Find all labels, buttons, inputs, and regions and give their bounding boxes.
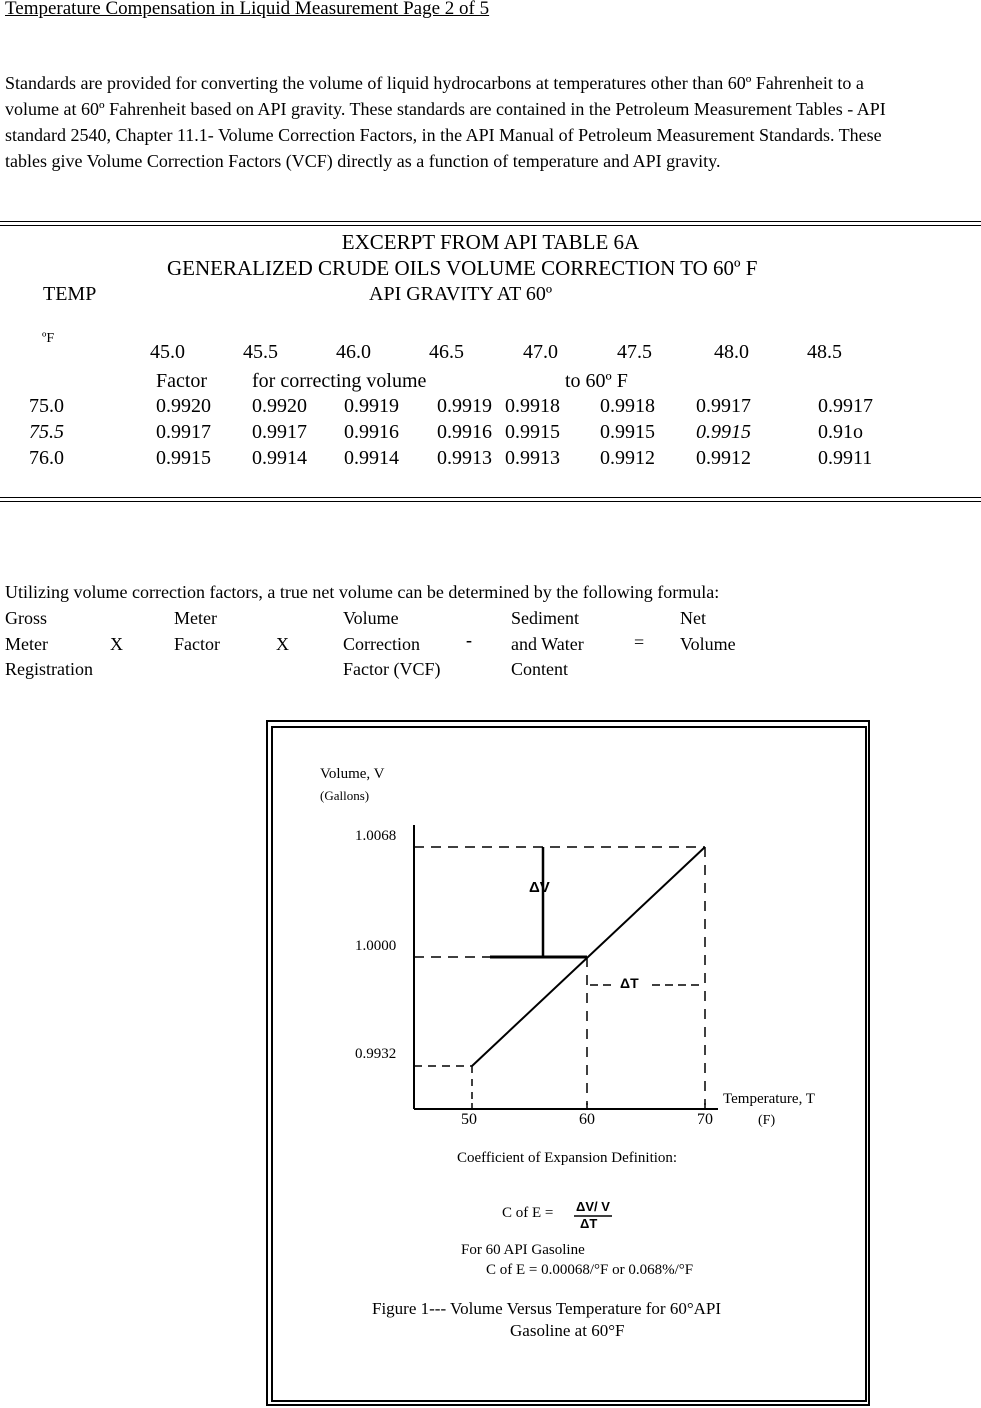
table-cell: 0.9912 [696,447,751,469]
formula-operator: X [276,634,289,654]
table-cell: 0.9914 [252,447,307,469]
figure-caption-line2: Gasoline at 60°F [510,1321,625,1340]
api-gravity-label: API GRAVITY AT 60º [369,283,553,305]
for-correcting-label: for correcting volume [252,370,427,392]
gravity-header: 48.5 [807,341,842,363]
gravity-header: 48.0 [714,341,749,363]
coe-title: Coefficient of Expansion Definition: [457,1150,678,1166]
table-cell: 0.9913 [437,447,492,469]
table-cell: 0.9917 [156,421,211,443]
delta-t-label: ΔT [620,975,639,991]
x-axis-label: Temperature, T [723,1091,815,1107]
formula-operator: = [634,632,645,652]
formula-term: and Water [511,634,584,654]
formula-term: Content [511,659,568,679]
table-cell: 0.9915 [600,421,655,443]
formula-term: Gross [5,608,48,628]
gravity-header: 45.5 [243,341,278,363]
table-cell: 0.9919 [437,395,492,417]
coe-numerator: ΔV/ V [576,1199,610,1214]
x-tick-label: 60 [579,1111,595,1128]
formula-term: Net [680,608,706,628]
temp-unit-label: ºF [42,331,55,346]
table-subtitle: GENERALIZED CRUDE OILS VOLUME CORRECTION TO 60º F [167,256,758,280]
table-cell: 0.9914 [344,447,399,469]
gravity-header: 46.0 [336,341,371,363]
delta-v-label: ΔV [529,879,550,896]
table-title: EXCERPT FROM API TABLE 6A [341,230,640,254]
x-axis-unit: (F) [758,1113,776,1128]
table-cell: 0.9920 [252,395,307,417]
coe-lhs: C of E = [502,1205,554,1221]
row-temp: 75.0 [29,395,64,417]
figure-caption: Figure 1--- Volume Versus Temperature for 60°API [372,1299,722,1318]
temp-column-label: TEMP [43,283,97,305]
coe-denominator: ΔT [580,1216,598,1231]
table-cell: 0.91o [818,421,863,443]
table-cell: 0.9919 [344,395,399,417]
table-cell: 0.9920 [156,395,211,417]
table-cell: 0.9917 [696,395,751,417]
formula-operator: X [110,634,123,654]
y-axis-unit: (Gallons) [320,788,370,803]
table-cell: 0.9918 [505,395,560,417]
table-cell: 0.9916 [437,421,492,443]
gravity-header: 46.5 [429,341,464,363]
page-header-title: Temperature Compensation in Liquid Measurement Page 2 of 5 [5,0,490,19]
x-tick-label: 70 [697,1111,713,1128]
gasoline-note: For 60 API Gasoline [461,1242,585,1258]
x-tick-label: 50 [461,1111,477,1128]
table-cell: 0.9918 [600,395,655,417]
gravity-header: 45.0 [150,341,185,363]
row-temp: 75.5 [29,421,64,443]
formula-term: Volume [680,634,736,654]
row-temp: 76.0 [29,447,64,469]
table-cell: 0.9915 [505,421,560,443]
y-tick-label: 1.0000 [355,938,397,954]
table-cell: 0.9917 [818,395,873,417]
y-tick-label: 0.9932 [355,1046,397,1062]
gravity-header: 47.0 [523,341,558,363]
table-cell: 0.9916 [344,421,399,443]
factor-label: Factor [156,370,208,392]
formula-intro: Utilizing volume correction factors, a true net volume can be determined by the following formula: [5,582,720,602]
intro-paragraph: Standards are provided for converting the volume of liquid hydrocarbons at temperatures other than 60º Fahrenheit to a volume at 60º Fahrenheit based on API gravity. These standards are contained in the Petroleum Measurement Tables - API standard 2540, Chapter 11.1- Volume Correction Factors, in the API Manual of Petroleum Measurement Standards. These tables give Volume Correction Factors (VCF) directly as a function of temperature and API gravity. [5,73,886,171]
table-cell: 0.9913 [505,447,560,469]
gasoline-coe: C of E = 0.00068/°F or 0.068%/°F [486,1262,694,1278]
table-cell: 0.9915 [696,421,751,443]
formula-term: Meter [174,608,217,628]
formula-term: Sediment [511,608,579,628]
formula-term: Registration [5,659,93,679]
formula-term: Factor [174,634,220,654]
formula-term: Factor (VCF) [343,659,441,679]
table-cell: 0.9917 [252,421,307,443]
y-tick-label: 1.0068 [355,828,397,844]
table-cell: 0.9911 [818,447,873,469]
to-60-label: to 60º F [565,370,628,392]
table-cell: 0.9912 [600,447,655,469]
formula-operator: - [466,630,472,650]
table-cell: 0.9915 [156,447,211,469]
formula-term: Correction [343,634,420,654]
y-axis-label: Volume, V [320,766,385,782]
formula-term: Volume [343,608,399,628]
gravity-header: 47.5 [617,341,652,363]
formula-term: Meter [5,634,48,654]
